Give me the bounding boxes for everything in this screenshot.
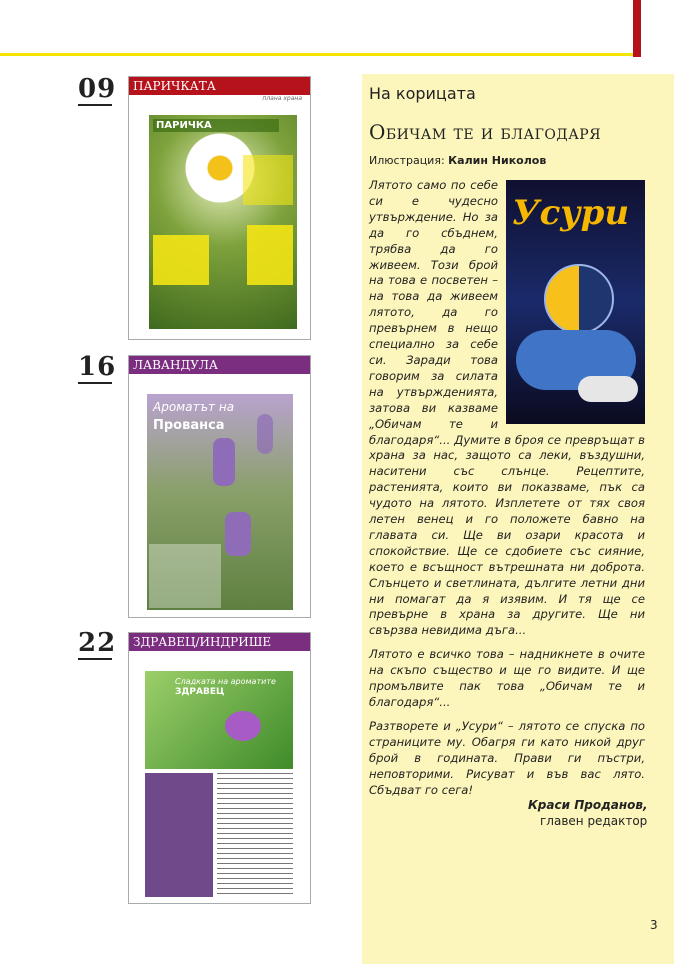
yellow-textbox: [247, 225, 293, 285]
toc-underline: [78, 382, 112, 384]
caption-box: [149, 544, 221, 608]
toc-underline: [78, 658, 112, 660]
thumb-subtitle: ЗДРАВЕЦ: [175, 687, 225, 697]
section-header: ЗДРАВЕЦ/ИНДРИШЕ: [129, 633, 310, 651]
lavender-spike: [225, 512, 251, 556]
top-red-tab: [633, 0, 641, 57]
cover-masthead: Усури: [512, 193, 630, 233]
cloud-illustration: [578, 376, 638, 402]
lavender-spike: [257, 414, 273, 454]
paragraph-2: Лятото е всичко това – надникнете в очите на скъпо същество и ще го видите. И ще промълвите пак това „Обичам те и благодаря“...: [369, 647, 645, 709]
credit-name: Калин Николов: [448, 154, 547, 167]
yellow-textbox: [153, 235, 209, 285]
thumb-title: Сладката на ароматите: [175, 677, 276, 686]
author-name: Краси Проданов,: [528, 798, 648, 812]
article-body: [369, 178, 645, 806]
thumb-subtitle: Прованса: [153, 418, 225, 433]
toc-number-16: 16: [78, 352, 117, 382]
purple-sidebar: [145, 773, 213, 897]
page-number: 3: [650, 918, 658, 932]
text-column: [217, 773, 293, 897]
geranium-flower-icon: [225, 711, 261, 741]
toc-number-22: 22: [78, 628, 117, 658]
toc-underline: [78, 104, 112, 106]
top-yellow-rule: [0, 53, 640, 56]
daisy-photo: [149, 115, 297, 329]
illustration-credit: [369, 154, 546, 167]
paragraph-1: Лятото само по себе си е чудесно утвърждение. Но за да го сбъднем, трябва да го живеем. Този брой на това е посветен – на това да живеем лятото, да го превърнем в нещо специално за себе си. Заради това говорим за силата на утвържденията, затова ви казваме „Обичам те и благодаря“... Думите в броя се превръщат в храна за нас, защото са леки, въздушни, наситени със слънце. Рецептите, растенията, които ви показваме, пък са чудото на лятото. Изплетете от тях своя летен венец и го положете бавно на главата си. Ще ви озари красота и спокойствие. Ще се сдобиете със сияние, което е всъщност вътрешната ни доброта. Слънцето и светлината, дългите летни дни ни помагат да я изявим. И тя ще се превърне в храна за другите. Ще ни свързва невидима дъга...: [369, 178, 645, 638]
thumbnail-zdravec[interactable]: [128, 632, 311, 904]
toc-number-09: 09: [78, 74, 117, 104]
geranium-photo: [145, 671, 293, 769]
credit-label: Илюстрация:: [369, 154, 445, 167]
editorial-panel: [362, 74, 674, 964]
yellow-textbox: [243, 155, 293, 205]
author-role: главен редактор: [540, 814, 648, 828]
thumbnail-lavandula[interactable]: [128, 355, 311, 618]
article-title: Обичам те и благодаря: [369, 120, 602, 144]
yin-yang-icon: [544, 264, 614, 334]
thumbnail-parichkata[interactable]: [128, 76, 311, 340]
magazine-cover-image: [506, 180, 645, 424]
thumb-title: Ароматът на: [153, 400, 235, 414]
kicker: На корицата: [369, 84, 476, 103]
lavender-spike: [213, 438, 235, 486]
thumb-title: ПАРИЧКА: [153, 119, 279, 132]
section-header: ПАРИЧКАТА: [129, 77, 310, 95]
section-subheader: плана храна: [262, 95, 302, 102]
section-header: ЛАВАНДУЛА: [129, 356, 310, 374]
lavender-photo: [147, 394, 293, 610]
paragraph-3: Разтворете и „Усури“ – лятото се спуска по страниците му. Обагря ги като никой друг брой в годината. Прави ги пъстри, неповторими. Рисуват и във вас лято. Сбъдват го сега!: [369, 718, 645, 797]
